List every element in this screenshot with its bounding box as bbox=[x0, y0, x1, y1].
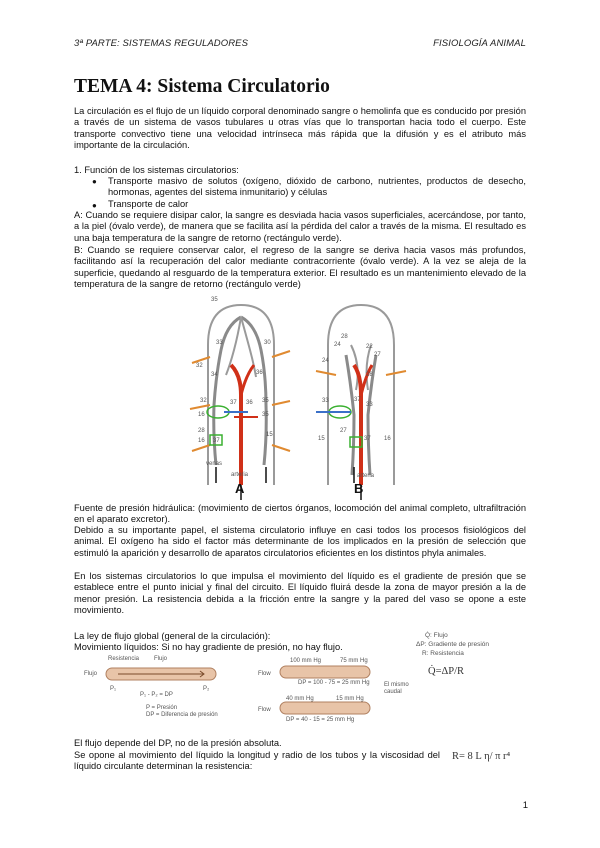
tube-diagram-double bbox=[270, 662, 380, 724]
p1-label: P₁ bbox=[110, 686, 117, 692]
p2-label: P₂ bbox=[203, 686, 210, 692]
arteria-label: arteria bbox=[357, 473, 375, 479]
same-flow-note: El mismo caudal bbox=[384, 682, 409, 695]
limb-a-artery bbox=[231, 365, 241, 485]
paragraph-a: A: Cuando se requiere disipar calor, la sangre es desviada hacia vasos superficiales, acercándose, por tanto, a la piel (óvalo verde), de manera que se facilita así la pérdida del calor a través de la misma. El resultado es una baja temperatura de la sangre de retorno (rectángulo verde). bbox=[74, 210, 526, 243]
temp-label: 24 bbox=[334, 342, 341, 348]
tube-diagram-single bbox=[96, 662, 226, 686]
heat-loss-arrow bbox=[386, 371, 406, 375]
temp-label: 33 bbox=[216, 340, 223, 346]
temp-label: 34 bbox=[211, 372, 218, 378]
limb-a-artery bbox=[241, 365, 254, 395]
legend-resistance: R: Resistencia bbox=[422, 650, 464, 657]
flow-law-heading: La ley de flujo global (general de la circulación): bbox=[74, 631, 271, 641]
temp-label: 28 bbox=[341, 334, 348, 340]
tube bbox=[280, 702, 370, 714]
limb-a-vein bbox=[241, 317, 266, 465]
circulatory-role-paragraph: Debido a su importante papel, el sistema circulatorio influye en casi todos los procesos fisiológicos del animal. El oxígeno ha sido el factor más determinante de los implicados en la presión de selección que estimuló la aparición y desarrollo de aparatos circulatorios eficientes en los distintos phyla animales. bbox=[74, 525, 526, 558]
resistance-label: Resistencia bbox=[108, 656, 140, 662]
resistance-paragraph: Se opone al movimiento del líquido la longitud y radio de los tubos y la viscosidad del líquido circulante determinan la resistencia: bbox=[74, 750, 440, 772]
temp-label: 33 bbox=[322, 398, 329, 404]
intro-paragraph: La circulación es el flujo de un líquido corporal denominado sangre o hemolinfa que es conducido por presión a través de un sistema de vasos tubulares u otras vías que lo transportan hacia todo el cuerpo. Este transporte convectivo tiene una velocidad intrínseca más rápida que la difusión y es el atributo más importante de la circulación. bbox=[74, 106, 526, 150]
header-section-title: 3ª PARTE: SISTEMAS REGULADORES bbox=[74, 38, 249, 49]
pressure-diff-label: P₁ - P₂ = DP bbox=[140, 692, 173, 698]
heat-loss-arrow bbox=[316, 371, 336, 375]
bullet-dot: ● bbox=[92, 177, 97, 186]
temp-label: 35 bbox=[211, 297, 218, 303]
temp-label: 22 bbox=[366, 344, 373, 350]
temp-label: 24 bbox=[322, 358, 329, 364]
temp-label: 36 bbox=[246, 400, 253, 406]
temp-label: 37 bbox=[213, 438, 220, 444]
tube bbox=[280, 666, 370, 678]
bottom-dp-label: DP = 40 - 15 = 25 mm Hg bbox=[286, 717, 355, 723]
poiseuille-formula: R= 8 L η/ π r⁴ bbox=[452, 751, 511, 762]
heat-exchange-figure bbox=[186, 295, 416, 500]
temp-label: 16 bbox=[384, 436, 391, 442]
pressure-gradient-paragraph: En los sistemas circulatorios lo que impulsa el movimiento del líquido es el gradiente de presión que se establece entre el punto inicial y final del circuito. El líquido fluirá desde la zona de mayor presión a la de menor presión. La resistencia debida a la fricción entre la sangre y la pared del vaso se opone a este movimiento. bbox=[74, 571, 526, 615]
bullet-dot: ● bbox=[92, 201, 97, 210]
flow-formula: Q̇=ΔP/R bbox=[428, 666, 465, 677]
bottom-left-pressure: 40 mm Hg bbox=[286, 696, 314, 702]
temp-label: 36 bbox=[256, 370, 263, 376]
figure-label-a: A bbox=[235, 481, 245, 496]
temp-label: 28 bbox=[198, 428, 205, 434]
temp-label: 27 bbox=[374, 352, 381, 358]
figure-label-b: B bbox=[354, 481, 364, 496]
temp-label: 16 bbox=[198, 438, 205, 444]
temp-label: 16 bbox=[198, 412, 205, 418]
flow-label: Flujo bbox=[154, 656, 168, 662]
flow-left-label: Flujo bbox=[84, 671, 98, 677]
temp-label: 35 bbox=[262, 412, 269, 418]
top-right-pressure: 75 mm Hg bbox=[340, 658, 368, 664]
temp-label: 32 bbox=[196, 363, 203, 369]
legend-flow: Q̇: Flujo bbox=[425, 632, 448, 639]
bullet-item-heat: Transporte de calor bbox=[108, 199, 189, 209]
venas-label: venas bbox=[206, 461, 223, 467]
pressure-def: P = Presión bbox=[146, 705, 178, 711]
top-left-pressure: 100 mm Hg bbox=[290, 658, 322, 664]
arteria-label: arteria bbox=[231, 472, 249, 478]
paragraph-b: B: Cuando se requiere conservar calor, el regreso de la sangre se deriva hacia vasos más profundos, facilitando así la recuperación del calor mediante contracorriente (óvalo verde). A la vez se aleja de la superficie, quedando al resguardo de la temperatura exterior. El resultado es un mantenimiento elevado de la temperatura de la sangre de retorno (rectángulo verde) bbox=[74, 245, 526, 289]
page-title: TEMA 4: Sistema Circulatorio bbox=[74, 76, 330, 97]
section1-heading: 1. Función de los sistemas circulatorios: bbox=[74, 165, 239, 175]
temp-label: 28 bbox=[366, 372, 373, 378]
temp-label: 15 bbox=[318, 436, 325, 442]
header-subject: FISIOLOGÍA ANIMAL bbox=[433, 38, 526, 49]
temp-label: 37 bbox=[230, 400, 237, 406]
temp-label: 32 bbox=[200, 398, 207, 404]
limb-a-vein bbox=[241, 317, 256, 377]
temp-label: 35 bbox=[262, 398, 269, 404]
flow-depends-text: El flujo depende del DP, no de la presión absoluta. bbox=[74, 738, 282, 748]
top-flow-label: Flow bbox=[258, 671, 271, 677]
temp-label: 33 bbox=[366, 402, 373, 408]
top-dp-label: DP = 100 - 75 = 25 mm Hg bbox=[298, 680, 370, 686]
page-number: 1 bbox=[522, 800, 528, 811]
legend-pressure-gradient: ΔP: Gradiente de presión bbox=[416, 641, 489, 648]
bullet-item-solutes: Transporte masivo de solutos (oxígeno, dióxido de carbono, nutrientes, productos de desecho, hormonas, agentes del sistema inmunitario) y células bbox=[108, 176, 526, 198]
dp-def: DP = Diferencia de presión bbox=[146, 712, 218, 718]
bottom-flow-label: Flow bbox=[258, 707, 271, 713]
bottom-right-pressure: 15 mm Hg bbox=[336, 696, 364, 702]
pressure-source-paragraph: Fuente de presión hidráulica: (movimiento de ciertos órganos, locomoción del animal completo, ultrafiltración en el aparato excretor). bbox=[74, 503, 526, 525]
temp-label: 27 bbox=[340, 428, 347, 434]
flow-law-subheading: Movimiento líquidos: Si no hay gradiente de presión, no hay flujo. bbox=[74, 642, 343, 652]
temp-label: 30 bbox=[264, 340, 271, 346]
temp-label: 15 bbox=[266, 432, 273, 438]
temp-label: 37 bbox=[364, 436, 371, 442]
temp-label: 37 bbox=[354, 397, 361, 403]
